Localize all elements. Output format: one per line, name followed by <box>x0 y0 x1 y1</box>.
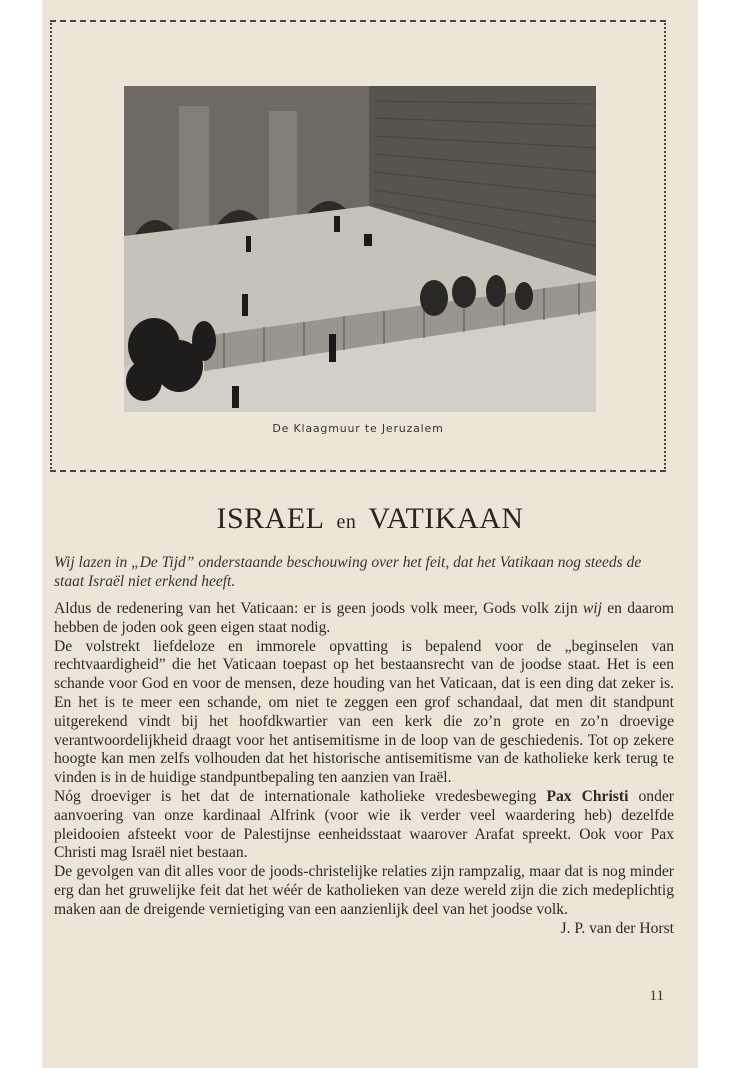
author-signature: J. P. van der Horst <box>560 919 674 937</box>
page-number: 11 <box>649 988 664 1004</box>
paragraph-1-text-a: Aldus de redenering van het Vaticaan: er is geen joods volk meer, Gods volk zijn <box>54 600 583 617</box>
pax-christi-bold: Pax Christi <box>546 787 629 805</box>
magazine-page <box>42 0 698 1068</box>
paragraph-3 <box>54 788 674 863</box>
photo-frame <box>50 20 666 472</box>
title-israel: ISRAEL <box>216 502 325 535</box>
paragraph-1 <box>54 600 674 638</box>
title-vatikaan: VATIKAAN <box>368 502 524 535</box>
paragraph-4 <box>54 863 674 937</box>
photo-caption: De Klaagmuur te Jeruzalem <box>272 422 444 435</box>
paragraph-4-text: De gevolgen van dit alles voor de joods-christelijke relaties zijn rampzalig, maar dat is nog minder erg dan het gruwelijke feit dat het wéér de katholieken van deze wereld zijn die zich medeplichtig maken aan de dreigende vernietiging van een aanzienlijk deel van het joodse volk. <box>54 863 674 918</box>
paragraph-3-text-a: Nóg droeviger is het dat de internationale katholieke vredesbeweging <box>54 787 547 805</box>
paragraph-1-emphasis: wij <box>582 600 602 617</box>
article-body <box>54 600 674 938</box>
paragraph-1-text-b: en daarom hebben de joden ook geen eigen staat nodig. <box>54 600 674 636</box>
title-en: en <box>336 511 357 533</box>
western-wall-photo <box>124 86 596 412</box>
paragraph-2: De volstrekt liefdeloze en immorele opvatting is bepalend voor de „beginselen van rechtvaardigheid” die het Vaticaan toepast op het bestaansrecht van de joodse staat. Het is een schande voor God en voor de mensen, deze houding van het Vaticaan, dat is een ding dat zeker is. En het is te meer een schande, om niet te zeggen een grof schandaal, dat men dit standpunt uitgerekend vindt bij het hoofdkwartier van een kerk die zo’n grote en zo’n droevige verantwoordelijkheid draagt voor het antisemitisme in de loop van de geschiedenis. Tot op zekere hoogte kan men zelfs volhouden dat het historische antisemitisme van de katholieke kerk terug te vinden is in de huidige standpuntbepaling ten aanzien van Iraël. <box>54 637 674 787</box>
article-title <box>42 502 698 536</box>
paragraph-3-text-b: onder aanvoering van onze kardinaal Alfrink (voor wie ik verder veel waardering heb) dezelfde pleidooien afsteekt voor de Palestijnse eenheidsstaat waarover Arafat spreekt. Ook voor Pax Christi mag Israël niet bestaan. <box>54 787 674 862</box>
article-intro: Wij lazen in „De Tijd” onderstaande beschouwing over het feit, dat het Vatikaan nog steeds de staat Israël niet erkend heeft. <box>54 554 642 590</box>
